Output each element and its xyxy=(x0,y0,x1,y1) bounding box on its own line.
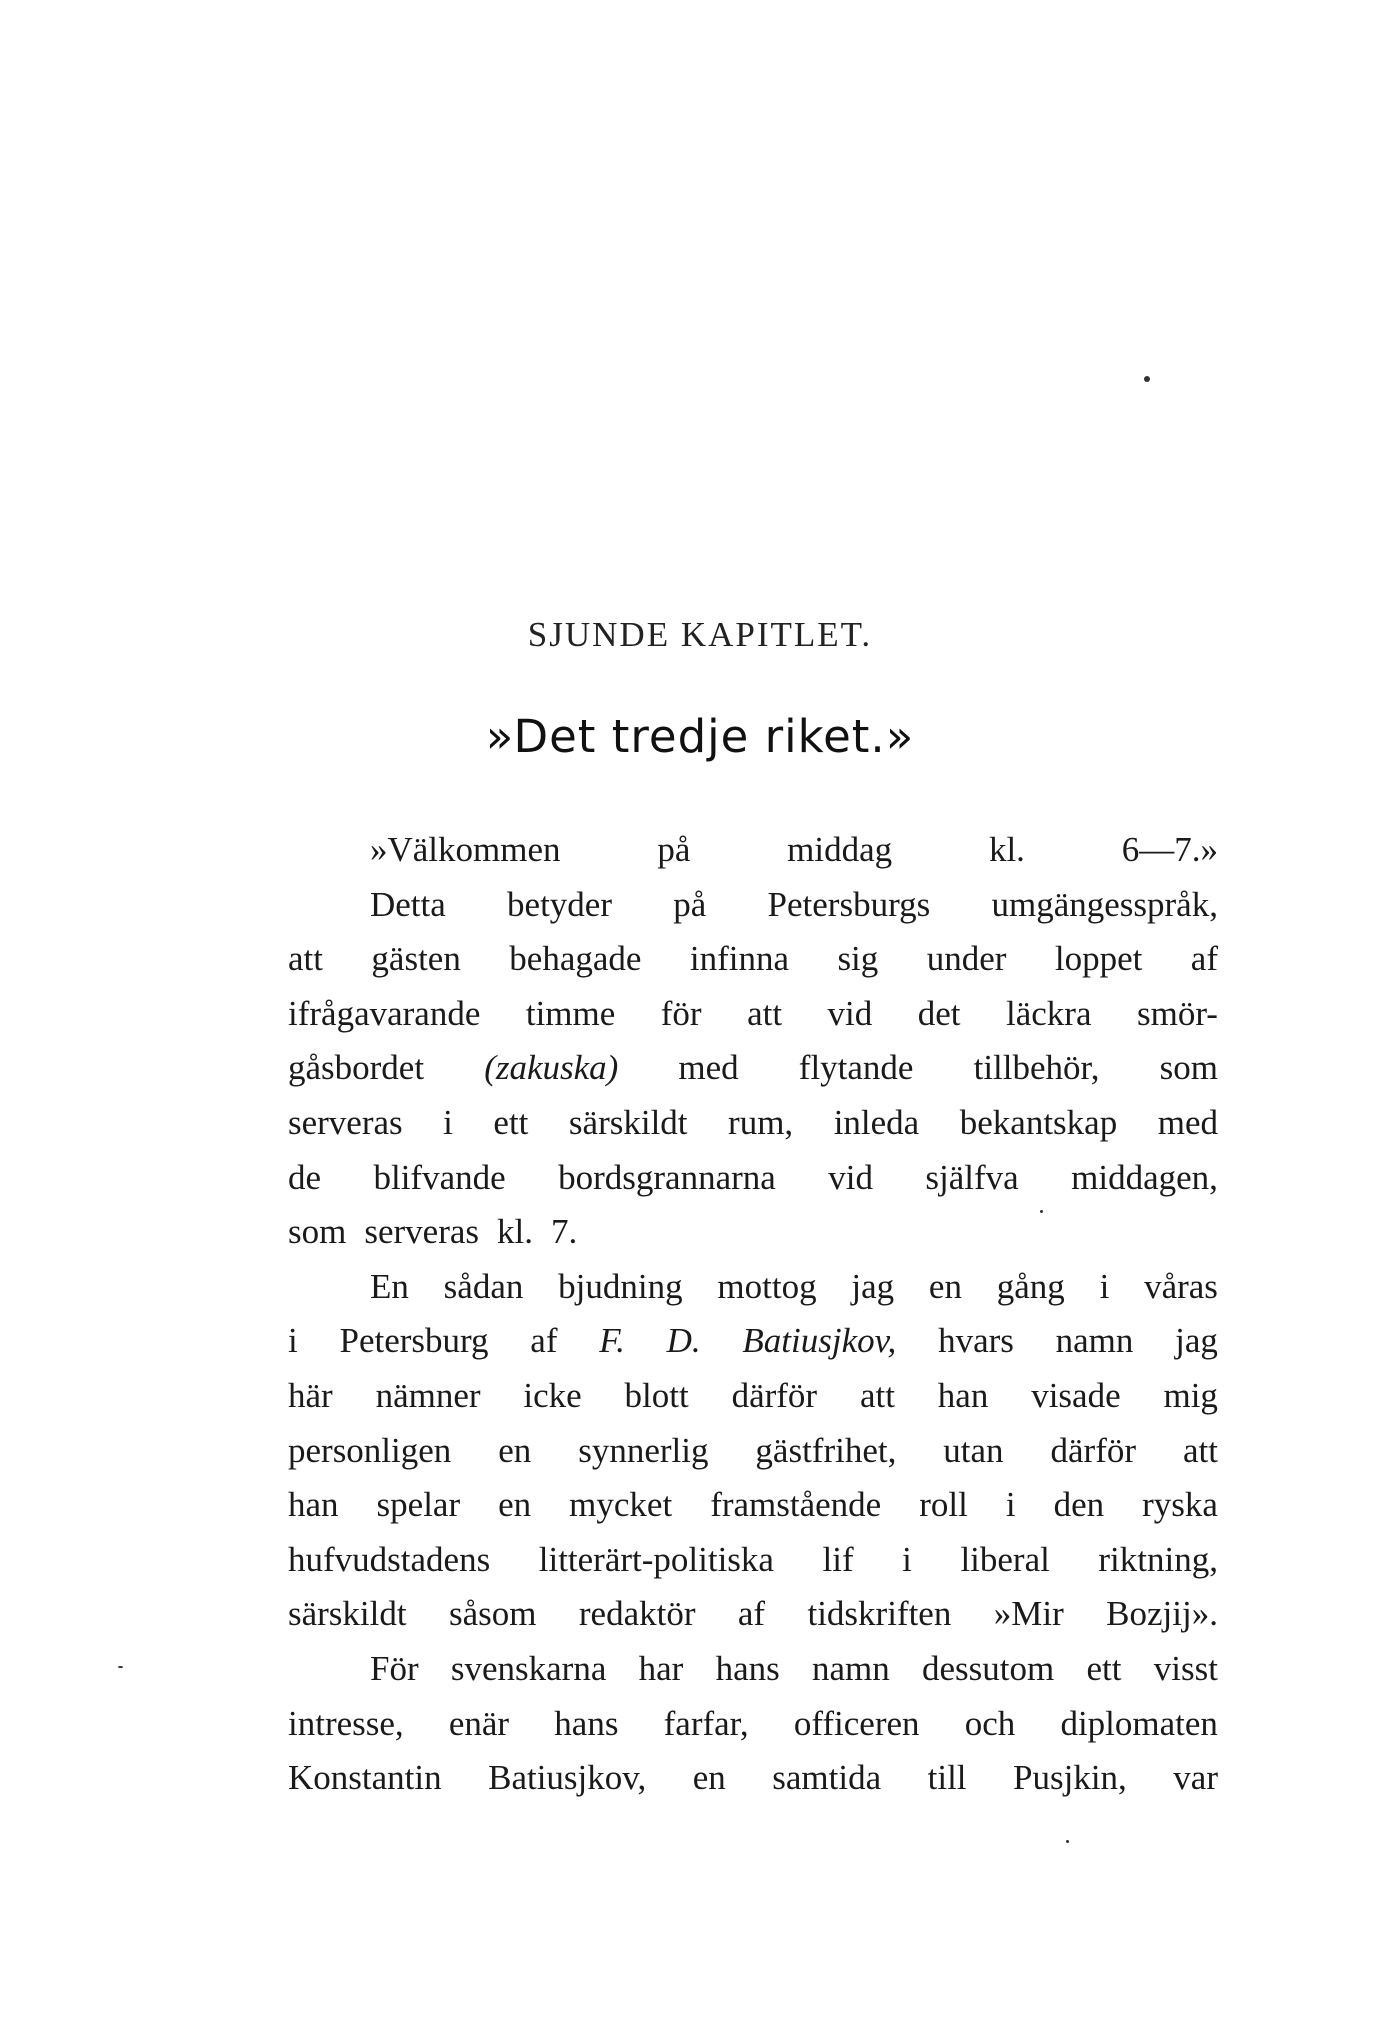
word: tillbehör, xyxy=(973,1048,1100,1088)
word: visade xyxy=(1031,1375,1121,1415)
word: blott xyxy=(624,1375,689,1415)
text-line xyxy=(288,987,1218,1042)
word: enär xyxy=(448,1703,510,1743)
word: lif xyxy=(822,1539,854,1579)
word: ryska xyxy=(1142,1485,1218,1525)
word: redaktör xyxy=(578,1594,696,1634)
word: framstående xyxy=(710,1485,882,1525)
word: som xyxy=(1159,1048,1218,1088)
word: med xyxy=(678,1048,739,1088)
word: F. xyxy=(599,1321,625,1361)
word: namn xyxy=(1055,1321,1134,1361)
word: middagen, xyxy=(1071,1157,1218,1197)
word: att xyxy=(288,939,323,979)
word: riktning, xyxy=(1098,1539,1218,1579)
word: Konstantin xyxy=(288,1758,442,1798)
word: på xyxy=(673,884,707,924)
word: att xyxy=(747,993,783,1033)
word: svenskarna xyxy=(450,1648,607,1688)
word: kl. xyxy=(497,1212,533,1252)
word: bekantskap xyxy=(959,1102,1118,1142)
word: 7. xyxy=(551,1212,578,1252)
word: ett xyxy=(1086,1648,1122,1688)
word: hvars xyxy=(938,1321,1014,1361)
word: med xyxy=(1157,1102,1218,1142)
word: middag xyxy=(787,830,893,869)
text-line xyxy=(288,1260,1218,1315)
word: var xyxy=(1173,1758,1218,1798)
text-line xyxy=(288,1151,1218,1206)
word: Petersburgs xyxy=(767,884,931,924)
scan-speck xyxy=(1144,376,1150,382)
word: blifvande xyxy=(373,1157,506,1197)
word: jag xyxy=(1175,1321,1218,1361)
word: hufvudstadens xyxy=(288,1539,491,1579)
word: gästen xyxy=(371,939,461,979)
word: gåsbordet xyxy=(288,1048,425,1088)
chapter-title: »Det tredje riket.» xyxy=(485,710,915,763)
word: officeren xyxy=(793,1703,920,1743)
word: i xyxy=(288,1321,298,1361)
word: liberal xyxy=(960,1539,1050,1579)
word: nämner xyxy=(375,1375,481,1415)
word: namn xyxy=(812,1648,890,1688)
word: en xyxy=(498,1430,532,1470)
word: en xyxy=(928,1266,962,1306)
word: därför xyxy=(731,1375,818,1415)
scan-speck xyxy=(1066,1840,1069,1843)
word: 6—7.» xyxy=(1121,830,1218,869)
word: serveras xyxy=(288,1102,403,1142)
word: samtida xyxy=(772,1758,882,1798)
word: det xyxy=(917,993,961,1033)
word: att xyxy=(1182,1430,1218,1470)
text-line xyxy=(288,1205,1218,1260)
word: ett xyxy=(493,1102,529,1142)
word: i xyxy=(443,1102,453,1142)
word: jag xyxy=(851,1266,895,1306)
word: som xyxy=(288,1212,347,1252)
word: roll xyxy=(919,1485,968,1525)
word: den xyxy=(1053,1485,1105,1525)
word: inleda xyxy=(833,1102,920,1142)
word: för xyxy=(660,993,702,1033)
scan-speck xyxy=(118,1666,123,1668)
word: utan xyxy=(943,1430,1004,1470)
word: därför xyxy=(1050,1430,1137,1470)
word: rum, xyxy=(728,1102,794,1142)
word: gästfrihet, xyxy=(755,1430,897,1470)
word: en xyxy=(692,1758,726,1798)
word: »Mir xyxy=(993,1594,1064,1634)
word: i xyxy=(902,1539,912,1579)
word: i xyxy=(1099,1266,1110,1306)
word: här xyxy=(288,1375,333,1415)
text-line xyxy=(288,1642,1218,1697)
text-line xyxy=(288,1587,1218,1642)
word: till xyxy=(927,1758,967,1798)
word: Detta xyxy=(370,884,446,924)
word: serveras xyxy=(364,1212,480,1252)
word: intresse, xyxy=(288,1703,404,1743)
word: diplomaten xyxy=(1060,1703,1218,1743)
text-line xyxy=(288,878,1218,933)
word: vid xyxy=(828,1157,873,1197)
text-line xyxy=(288,1096,1218,1151)
word: bjudning xyxy=(558,1266,683,1306)
word: (zakuska) xyxy=(484,1048,619,1088)
word: tidskriften xyxy=(807,1594,952,1634)
text-line xyxy=(288,823,1218,878)
text-line xyxy=(288,1697,1218,1752)
word: mycket xyxy=(569,1485,673,1525)
word: han xyxy=(937,1375,989,1415)
word: bordsgrannarna xyxy=(558,1157,776,1197)
word: icke xyxy=(523,1375,582,1415)
word: synnerlig xyxy=(578,1430,709,1470)
word: umgängesspråk, xyxy=(991,884,1218,924)
word: vid xyxy=(827,993,873,1033)
word: hans xyxy=(715,1648,780,1688)
word: att xyxy=(859,1375,895,1415)
scan-speck xyxy=(1040,1210,1043,1213)
word: Batiusjkov, xyxy=(742,1321,897,1361)
text-line xyxy=(288,1369,1218,1424)
word: gång xyxy=(996,1266,1065,1306)
word: »Välkommen xyxy=(370,830,561,869)
word: Batiusjkov, xyxy=(488,1758,647,1798)
word: särskildt xyxy=(288,1594,407,1634)
word: infinna xyxy=(689,939,789,979)
word: För xyxy=(370,1648,419,1688)
text-line xyxy=(288,1424,1218,1479)
text-line xyxy=(288,1751,1218,1806)
word: dessutom xyxy=(922,1648,1055,1688)
word: behagade xyxy=(509,939,642,979)
word: sådan xyxy=(443,1266,524,1306)
word: Petersburg xyxy=(339,1321,489,1361)
text-line xyxy=(288,1041,1218,1096)
word: betyder xyxy=(507,884,612,924)
word: särskildt xyxy=(568,1102,688,1142)
word: personligen xyxy=(288,1430,452,1470)
word: af xyxy=(1190,939,1218,979)
word: af xyxy=(737,1594,766,1634)
word: i xyxy=(1005,1485,1016,1525)
word: en xyxy=(498,1485,532,1525)
word: litterärt-politiska xyxy=(538,1539,774,1579)
word: mig xyxy=(1163,1375,1218,1415)
word: Pusjkin, xyxy=(1013,1758,1127,1798)
word: kl. xyxy=(988,830,1025,869)
word: smör- xyxy=(1136,993,1218,1033)
text-line xyxy=(288,1478,1218,1533)
word: af xyxy=(530,1321,558,1361)
word: En xyxy=(370,1266,409,1306)
word: spelar xyxy=(376,1485,461,1525)
word: på xyxy=(657,830,691,869)
word: mottog xyxy=(717,1266,817,1306)
word: timme xyxy=(525,993,616,1033)
word: han xyxy=(288,1485,339,1525)
word: våras xyxy=(1144,1266,1218,1306)
word: såsom xyxy=(449,1594,537,1634)
word: loppet xyxy=(1054,939,1143,979)
word: och xyxy=(964,1703,1016,1743)
body-text xyxy=(288,823,1218,1806)
word: under xyxy=(926,939,1007,979)
text-line xyxy=(288,932,1218,987)
word: läckra xyxy=(1006,993,1092,1033)
word: flytande xyxy=(798,1048,914,1088)
text-line xyxy=(288,1314,1218,1369)
word: själfva xyxy=(925,1157,1019,1197)
chapter-heading: SJUNDE KAPITLET. xyxy=(527,615,873,654)
word: D. xyxy=(666,1321,701,1361)
word: de xyxy=(288,1157,322,1197)
word: ifrågavarande xyxy=(288,993,481,1033)
word: sig xyxy=(837,939,879,979)
word: Bozjij». xyxy=(1106,1594,1218,1634)
word: har xyxy=(638,1648,684,1688)
text-line xyxy=(288,1533,1218,1588)
word: farfar, xyxy=(663,1703,749,1743)
word: visst xyxy=(1153,1648,1218,1688)
word: hans xyxy=(554,1703,619,1743)
